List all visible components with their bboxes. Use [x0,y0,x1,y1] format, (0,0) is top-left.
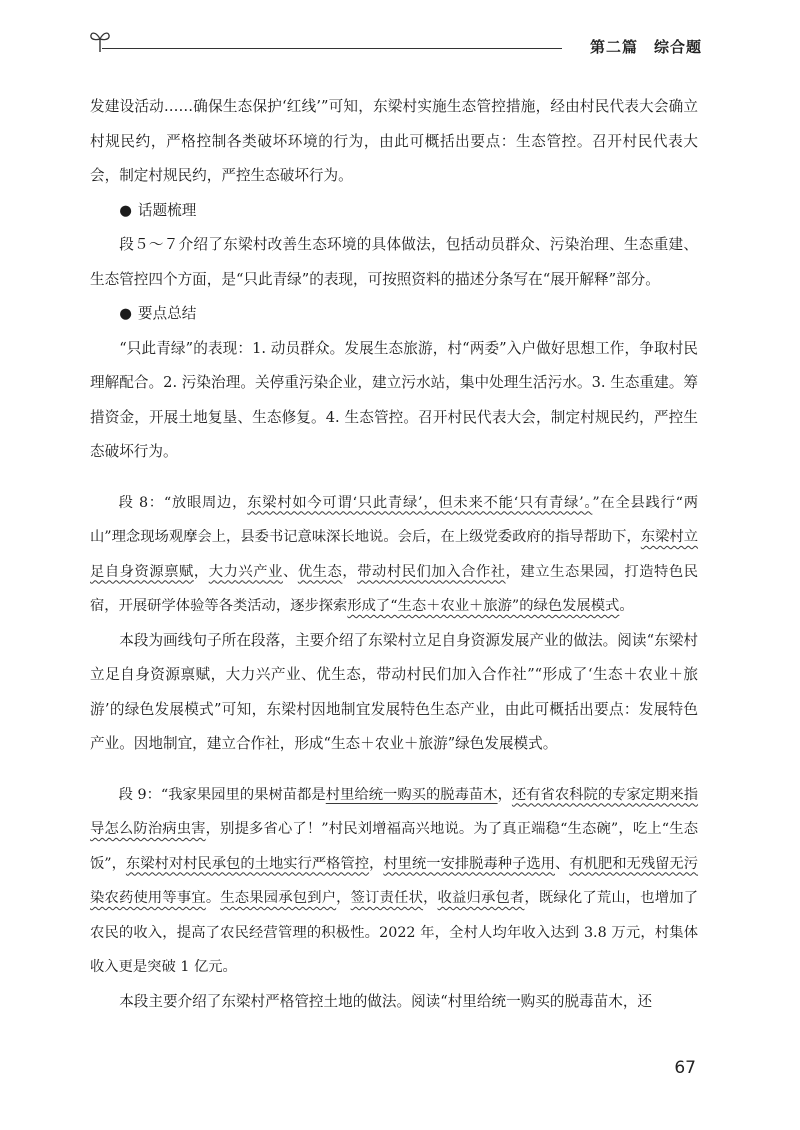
passage-text: ，别提多省心了！”村民刘增福高兴地说。为了真正端稳“生态碗”，吃上“生态饭”， [90,821,698,872]
underlined-phrase: 优生态 [297,563,343,580]
passage-text: 。 [205,890,221,906]
passage-text: 、 [555,855,570,872]
passage-text: ， [369,855,384,872]
underlined-phrase: 签订责任状 [350,890,424,906]
section-title: 第二篇 综合题 [589,38,702,56]
paragraph-analysis-9: 本段主要介绍了东梁村严格管控土地的做法。阅读“村里给统一购买的脱毒苗木，还 [119,992,653,1010]
passage-text: ， [497,786,512,803]
underlined-phrase: 还有省农科院的专家定期来指导怎么防治病虫害 [90,786,699,837]
underlined-phrase: 有机肥和无残留无污染农药使用等事宜 [90,855,699,906]
bullet-heading-label: 要点总结 [137,305,197,322]
bullet-heading-label: 话题梳理 [137,201,197,219]
underlined-phrase: 东梁村立足自身资源禀赋 [90,529,698,580]
underlined-phrase: 收益归承包者 [437,890,525,906]
underlined-phrase: 村里给统一购买的脱毒苗木 [325,786,498,803]
paragraph-topic-summary: 段５～７介绍了东梁村改善生态环境的具体做法，包括动员群众、污染治理、生态重建、生态管控四个方面，是“只此青绿”的表现，可按照资料的描述分条写在“展开解释”部分。 [90,236,698,288]
passage-8 [90,486,698,624]
passage-9 [90,778,698,985]
bullet-heading-topic [90,194,698,229]
passage-text: 、 [282,563,298,580]
page-number: 67 [674,1058,696,1078]
passage-text: 。 [619,598,634,614]
underlined-phrase: 生态果园承包到户 [220,890,337,906]
passage-text: ， [193,563,209,580]
paragraph-continued: 发建设活动……确保生态保护‘红线’”可知，东梁村实施生态管控措施，经由村民代表大会确立村规民约，严格控制各类破坏环境的行为，由此可概括出要点：生态管控。召开村民代表大会，制定村规民约，严控生态破坏行为。 [90,98,698,184]
page-body [90,90,698,1019]
underlined-sentence: 东梁村如今可谓‘只此青绿’，但未来不能‘只有青绿’。 [247,494,593,511]
header-rule [102,48,562,49]
underlined-phrase: 大力兴产业 [208,563,283,580]
underlined-phrase: 形成了“生态＋农业＋旅游”的绿色发展模式 [347,598,620,614]
page-header [88,28,702,62]
passage-text: ”在全县践行“两山”理念现场观摩会上，县委书记意味深长地说。会后，在上级党委政府的指导帮助下， [90,494,699,545]
paragraph-analysis-8: 本段为画线句子所在段落，主要介绍了东梁村立足自身资源发展产业的做法。阅读“东梁村立足自身资源禀赋，大力兴产业、优生态，带动村民们加入合作社”“形成了‘生态＋农业＋旅游’的绿色发展模式”可知，东梁村因地制宜发展特色生态产业，由此可概括出要点：发展特色产业。因地制宜，建立合作社，形成“生态＋农业＋旅游”绿色发展模式。 [90,631,698,752]
paragraph-key-points: “只此青绿”的表现：1. 动员群众。发展生态旅游，村“两委”入户做好思想工作，争取村民理解配合。2. 污染治理。关停重污染企业，建立污水站，集中处理生活污水。3. 生态重建。筹措资金，开展土地复垦、生态修复。4. 生态管控。召开村民代表大会，制定村规民约，严控生态破坏行为。 [90,339,698,460]
passage-text: 段 8：“放眼周边， [118,494,248,511]
passage-text: ， [336,890,351,906]
passage-text: ， [342,563,358,580]
underlined-phrase: 带动村民们加入合作社 [357,563,506,580]
underlined-phrase: 村里统一安排脱毒种子选用 [383,855,555,872]
passage-text: ， [423,890,438,906]
passage-text: 段 9：“我家果园里的果树苗都是 [118,786,326,803]
passage-text: ，建立生态果园，打造特色民宿，开展研学体验等各类活动，逐步探索 [90,563,699,614]
underlined-phrase: 东梁村对村民承包的土地实行严格管控 [125,855,370,872]
bullet-heading-points [90,297,698,332]
bullet-dot-icon: ● [119,305,132,322]
sprout-icon [88,28,112,54]
passage-text: ，既绿化了荒山，也增加了农民的收入，提高了农民经营管理的积极性。2022 年，全村人均年收入达到 3.8 万元，村集体收入更是突破 1 亿元。 [90,890,699,975]
bullet-dot-icon: ● [119,201,132,219]
